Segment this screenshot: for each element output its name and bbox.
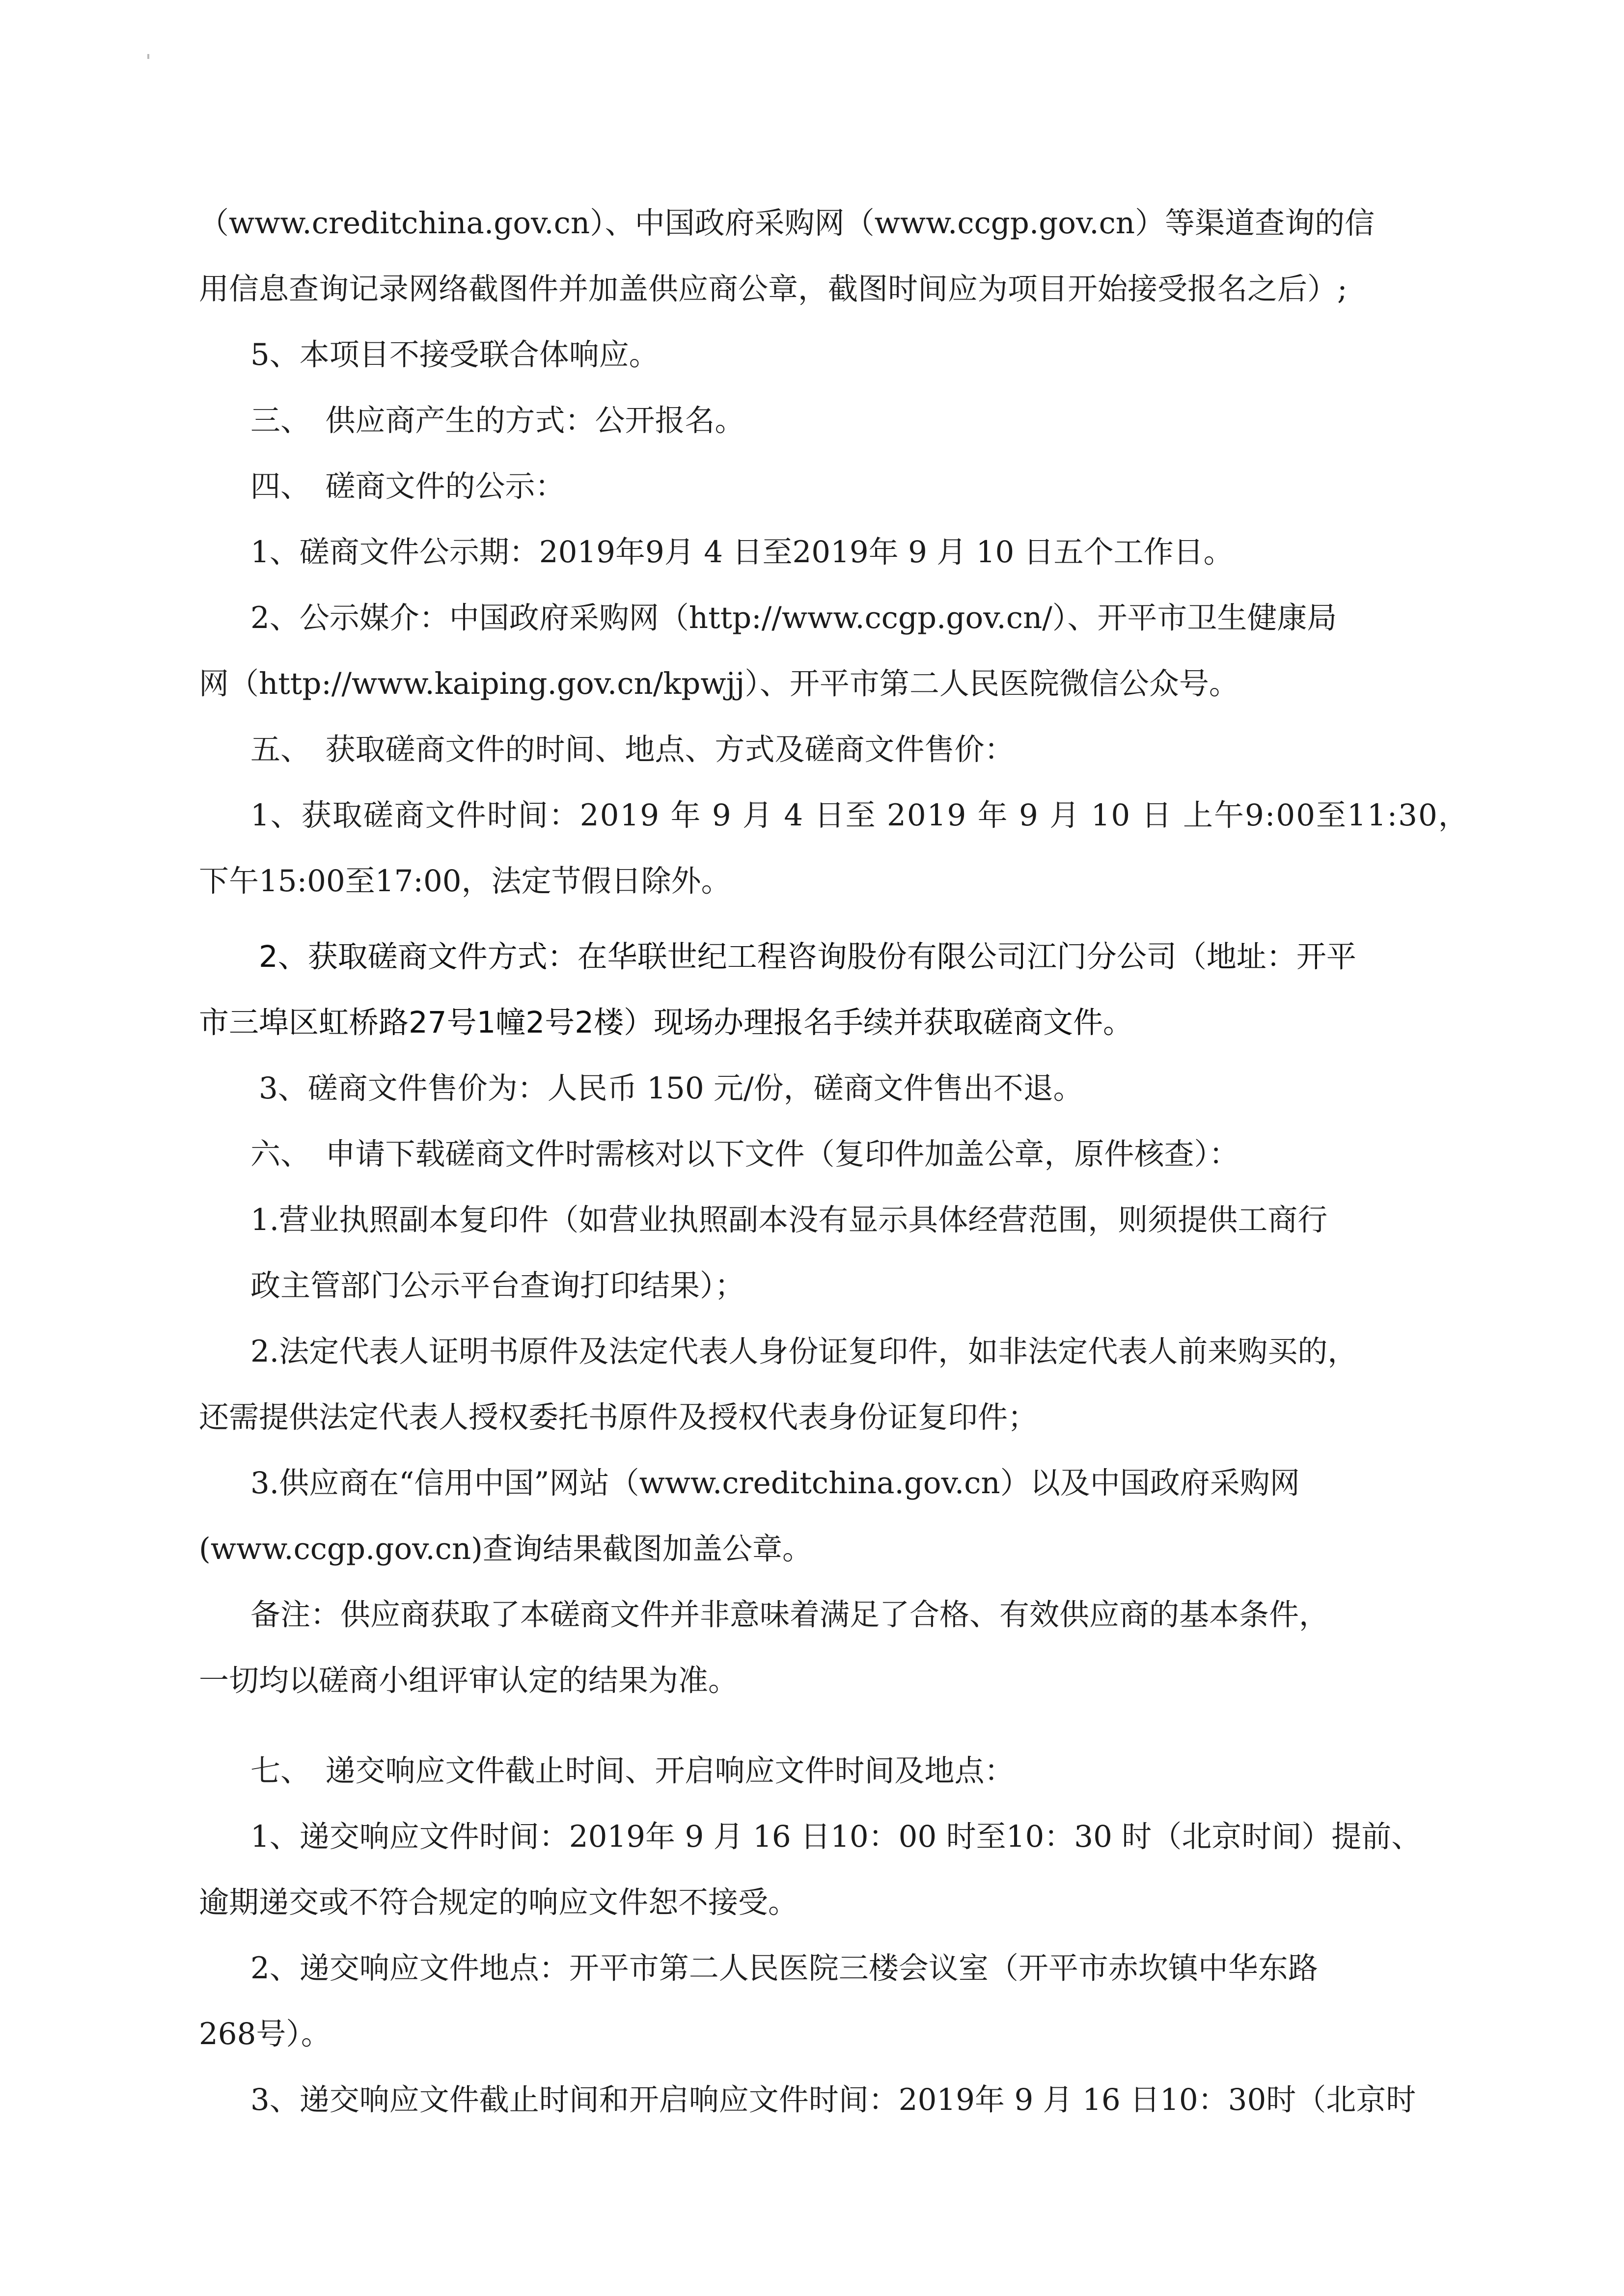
paragraph-line: 2、获取磋商文件方式：在华联世纪工程咨询股份有限公司江门分公司（地址：开平 — [259, 939, 1356, 974]
section-heading: 五、 获取磋商文件的时间、地点、方式及磋商文件售价： — [250, 732, 1015, 767]
list-item-line: 政主管部门公示平台查询打印结果）； — [250, 1268, 745, 1303]
list-item-line: 还需提供法定代表人授权委托书原件及授权代表身份证复印件； — [199, 1400, 1038, 1435]
list-item-line: 2.法定代表人证明书原件及法定代表人身份证复印件，如非法定代表人前来购买的， — [250, 1334, 1358, 1369]
paragraph-line: 下午15:00至17:00，法定节假日除外。 — [199, 864, 731, 899]
scan-speck — [147, 54, 149, 59]
note-line: 一切均以磋商小组评审认定的结果为准。 — [199, 1663, 739, 1698]
note-line: 备注：供应商获取了本磋商文件并非意味着满足了合格、有效供应商的基本条件， — [250, 1597, 1329, 1632]
document-body — [199, 191, 1469, 2133]
paragraph-line: 1、递交响应文件时间：2019年 9 月 16 日10：00 时至10：30 时（北京时间）提前、 — [250, 1819, 1422, 1854]
paragraph-line: 2、递交响应文件地点：开平市第二人民医院三楼会议室（开平市赤坎镇中华东路 — [250, 1951, 1318, 1986]
list-item-line: 1.营业执照副本复印件（如营业执照副本没有显示具体经营范围，则须提供工商行 — [250, 1203, 1328, 1237]
paragraph-line: 268号）。 — [199, 2017, 331, 2051]
list-item-line: (www.ccgp.gov.cn)查询结果截图加盖公章。 — [199, 1531, 813, 1566]
paragraph-line: 逾期递交或不符合规定的响应文件恕不接受。 — [199, 1885, 798, 1920]
section-heading: 六、 申请下载磋商文件时需核对以下文件（复印件加盖公章，原件核查）： — [250, 1137, 1239, 1172]
paragraph-line: 3、磋商文件售价为：人民币 150 元/份，磋商文件售出不退。 — [259, 1071, 1083, 1106]
paragraph-line: 1、磋商文件公示期：2019年9月 4 日至2019年 9 月 10 日五个工作日。 — [250, 535, 1234, 570]
paragraph-line: 5、本项目不接受联合体响应。 — [250, 337, 659, 372]
section-heading: 七、 递交响应文件截止时间、开启响应文件时间及地点： — [250, 1753, 1015, 1788]
paragraph-line: 市三埠区虹桥路27号1幢2号2楼）现场办理报名手续并获取磋商文件。 — [199, 1005, 1133, 1040]
list-item-line: 3.供应商在“信用中国”网站（www.creditchina.gov.cn）以及中国政府采购网 — [250, 1466, 1300, 1501]
paragraph-line: （www.creditchina.gov.cn）、中国政府采购网（www.ccgp.gov.cn）等渠道查询的信 — [199, 206, 1375, 241]
paragraph-line: 用信息查询记录网络截图件并加盖供应商公章，截图时间应为项目开始接受报名之后）; — [199, 272, 1348, 306]
section-heading: 三、 供应商产生的方式：公开报名。 — [250, 403, 745, 438]
paragraph-line: 网（http://www.kaiping.gov.cn/kpwjj）、开平市第二人民医院微信公众号。 — [199, 666, 1239, 701]
paragraph-line: 2、公示媒介：中国政府采购网（http://www.ccgp.gov.cn/）、开平市卫生健康局 — [250, 601, 1337, 635]
paragraph-line: 1、获取磋商文件时间：2019 年 9 月 4 日至 2019 年 9 月 10 日 上午9:00至11:30， — [250, 798, 1469, 833]
paragraph-line: 3、递交响应文件截止时间和开启响应文件时间：2019年 9 月 16 日10：30时（北京时 — [250, 2082, 1416, 2117]
section-heading: 四、 磋商文件的公示： — [250, 469, 565, 504]
